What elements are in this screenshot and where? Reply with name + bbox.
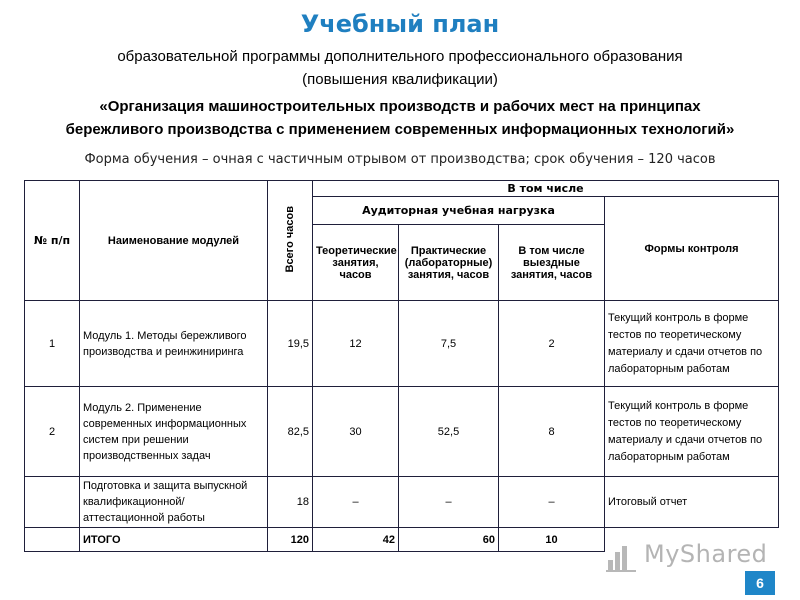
subtitle-qualification: (повышения квалификации): [302, 71, 498, 88]
row-total: 19,5: [268, 301, 313, 387]
row-num: [25, 477, 80, 528]
page-title: Учебный план: [300, 10, 500, 38]
row-trips: 8: [499, 387, 605, 477]
header-including: В том числе: [313, 181, 779, 197]
row-control: Итоговый отчет: [605, 477, 779, 528]
row-control: Текущий контроль в форме тестов по теоретическому материалу и сдачи отчетов по лабораторным работам: [605, 387, 779, 477]
table-row: [25, 301, 779, 387]
subtitle-program-type: образовательной программы дополнительного профессионального образования: [117, 48, 683, 65]
row-num: 1: [25, 301, 80, 387]
curriculum-table: [24, 180, 779, 552]
header-total-hours: Всего часов: [268, 181, 313, 301]
header-module-name: Наименование модулей: [80, 181, 268, 301]
total-trips: 10: [499, 528, 605, 552]
header-auditory-load: Аудиторная учебная нагрузка: [313, 197, 605, 225]
program-name-line1: «Организация машиностроительных производств и рабочих мест на принципах: [99, 98, 701, 115]
header-theory: Теоретические занятия, часов: [313, 225, 399, 301]
total-label: ИТОГО: [80, 528, 268, 552]
row-module-name: Модуль 1. Методы бережливого производства и реинжиниринга: [80, 301, 268, 387]
row-num: 2: [25, 387, 80, 477]
table-row: [25, 477, 779, 528]
header-control-forms: Формы контроля: [605, 197, 779, 301]
row-module-name: Модуль 2. Применение современных информационных систем при решении производственных задач: [80, 387, 268, 477]
total-practice: 60: [399, 528, 499, 552]
watermark-logo: [606, 538, 766, 574]
row-theory: –: [313, 477, 399, 528]
row-trips: –: [499, 477, 605, 528]
row-total: 18: [268, 477, 313, 528]
total-hours: 120: [268, 528, 313, 552]
page-number-badge: 6: [745, 571, 775, 595]
row-practice: –: [399, 477, 499, 528]
row-module-name: Подготовка и защита выпускной квалификационной/ аттестационной работы: [80, 477, 268, 528]
row-control: Текущий контроль в форме тестов по теоретическому материалу и сдачи отчетов по лабораторным работам: [605, 301, 779, 387]
total-theory: 42: [313, 528, 399, 552]
header-practice: Практические (лабораторные) занятия, часов: [399, 225, 499, 301]
study-form: Форма обучения – очная с частичным отрывом от производства; срок обучения – 120 часов: [84, 152, 716, 167]
row-theory: 30: [313, 387, 399, 477]
table-row: [25, 387, 779, 477]
header-num: № п/п: [25, 181, 80, 301]
row-practice: 52,5: [399, 387, 499, 477]
row-trips: 2: [499, 301, 605, 387]
program-name-line2: бережливого производства с применением современных информационных технологий»: [65, 121, 735, 138]
row-practice: 7,5: [399, 301, 499, 387]
bar-chart-icon: [606, 542, 640, 572]
total-num: [25, 528, 80, 552]
watermark-text: MyShared: [644, 540, 768, 568]
header-trips: В том числе выездные занятия, часов: [499, 225, 605, 301]
row-theory: 12: [313, 301, 399, 387]
row-total: 82,5: [268, 387, 313, 477]
